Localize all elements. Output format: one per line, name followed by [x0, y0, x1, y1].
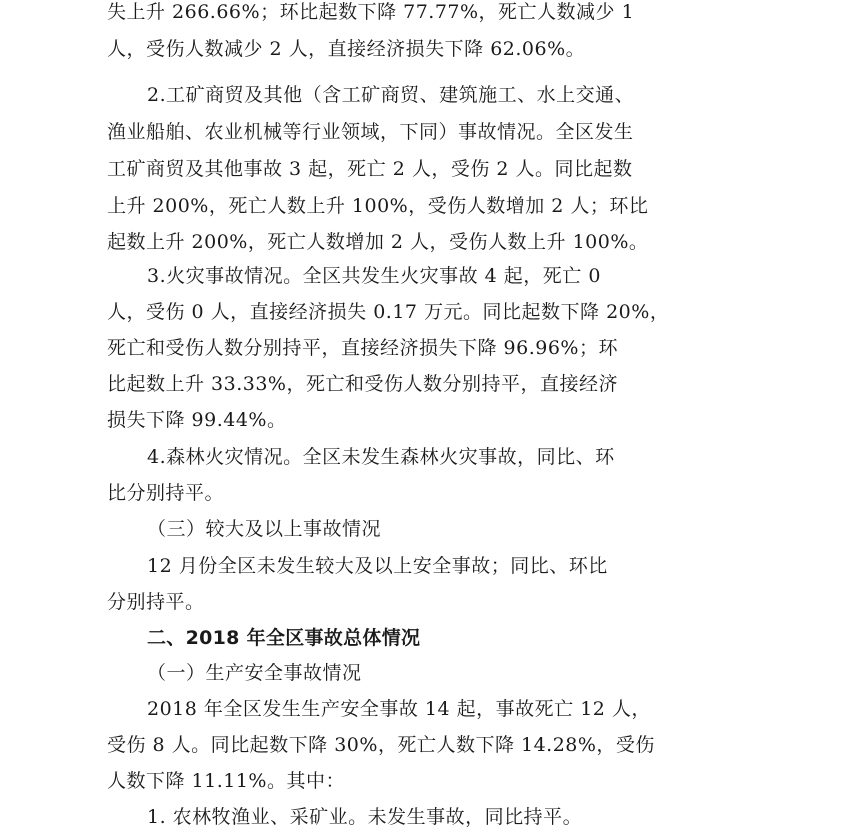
text-line: 人数下降 11.11%。其中： — [107, 770, 345, 792]
text-line: 比起数上升 33.33%，死亡和受伤人数分别持平，直接经济 — [107, 373, 618, 395]
section-subheading: （三）较大及以上事故情况 — [147, 518, 382, 540]
section-heading: 二、2018 年全区事故总体情况 — [147, 627, 421, 649]
text-line: 失上升 266.66%；环比起数下降 77.77%，死亡人数减少 1 — [107, 1, 635, 23]
text-line: 起数上升 200%，死亡人数增加 2 人，受伤人数上升 100%。 — [107, 231, 649, 253]
section-subheading: （一）生产安全事故情况 — [147, 662, 362, 684]
text-line: 人，受伤人数减少 2 人，直接经济损失下降 62.06%。 — [107, 38, 586, 60]
text-line: 2.工矿商贸及其他（含工矿商贸、建筑施工、水上交通、 — [147, 84, 635, 106]
text-line: 1. 农林牧渔业、采矿业。未发生事故，同比持平。 — [147, 806, 583, 828]
text-line: 上升 200%，死亡人数上升 100%，受伤人数增加 2 人；环比 — [107, 195, 649, 217]
text-line: 工矿商贸及其他事故 3 起，死亡 2 人，受伤 2 人。同比起数 — [107, 158, 633, 180]
text-line: 死亡和受伤人数分别持平，直接经济损失下降 96.96%；环 — [107, 337, 618, 359]
text-line: 2018 年全区发生生产安全事故 14 起，事故死亡 12 人， — [147, 698, 651, 720]
text-line: 人，受伤 0 人，直接经济损失 0.17 万元。同比起数下降 20%， — [107, 301, 670, 323]
text-line: 分别持平。 — [107, 591, 205, 613]
text-line: 受伤 8 人。同比起数下降 30%，死亡人数下降 14.28%，受伤 — [107, 734, 655, 756]
text-line: 3.火灾事故情况。全区共发生火灾事故 4 起，死亡 0 — [147, 265, 601, 287]
text-line: 损失下降 99.44%。 — [107, 409, 287, 431]
text-line: 12 月份全区未发生较大及以上安全事故；同比、环比 — [147, 555, 608, 577]
text-line: 4.森林火灾情况。全区未发生森林火灾事故，同比、环 — [147, 446, 615, 468]
text-line: 渔业船舶、农业机械等行业领域，下同）事故情况。全区发生 — [107, 121, 634, 143]
text-line: 比分别持平。 — [107, 482, 225, 504]
